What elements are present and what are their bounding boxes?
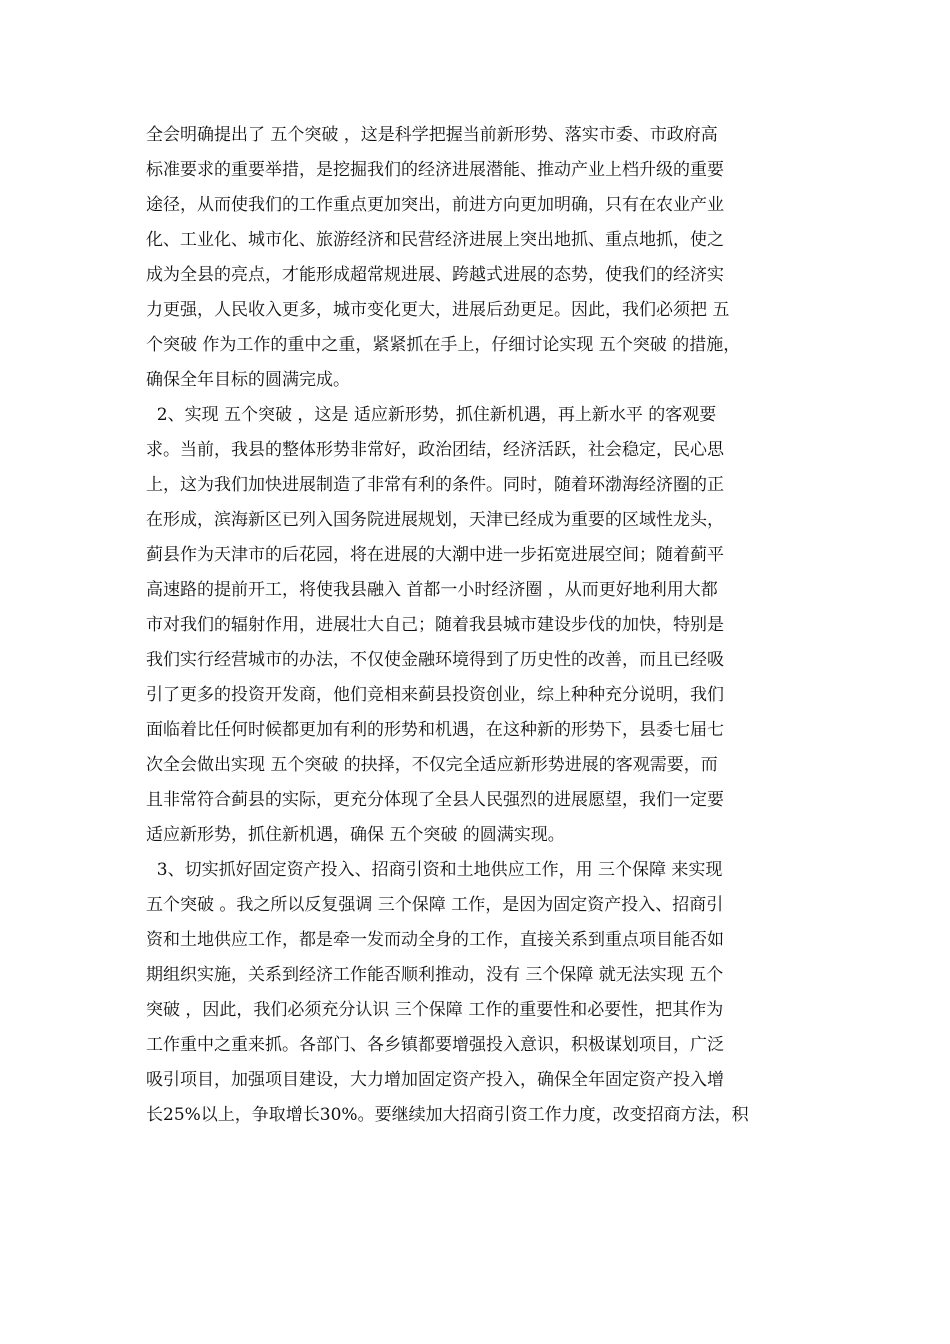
text-line: 蓟县作为天津市的后花园，将在进展的大潮中进一步拓宽进展空间；随着蓟平 <box>146 545 724 565</box>
text-line: 长25%以上，争取增长30%。要继续加大招商引资工作力度，改变招商方法，积 <box>146 1105 749 1125</box>
text-line: 我们实行经营城市的办法，不仅使金融环境得到了历史性的改善，而且已经吸 <box>146 650 724 670</box>
text-line: 确保全年目标的圆满完成。 <box>146 370 350 390</box>
text-line: 全会明确提出了 五个突破 ，这是科学把握当前新形势、落实市委、市政府高 <box>146 125 718 145</box>
text-line: 化、工业化、城市化、旅游经济和民营经济进展上突出地抓、重点地抓，使之 <box>146 230 724 250</box>
text-line: 突破 ，因此，我们必须充分认识 三个保障 工作的重要性和必要性，把其作为 <box>146 1000 724 1020</box>
text-line: 次全会做出实现 五个突破 的抉择，不仅完全适应新形势进展的客观需要，而 <box>146 755 718 775</box>
text-line: 适应新形势，抓住新机遇，确保 五个突破 的圆满实现。 <box>146 825 565 845</box>
text-line: 力更强，人民收入更多，城市变化更大，进展后劲更足。因此，我们必须把 五 <box>146 300 730 320</box>
text-line: 求。当前，我县的整体形势非常好，政治团结，经济活跃，社会稳定，民心思 <box>146 440 724 460</box>
text-line: 面临着比任何时候都更加有利的形势和机遇，在这种新的形势下，县委七届七 <box>146 720 724 740</box>
text-line: 上，这为我们加快进展制造了非常有利的条件。同时，随着环渤海经济圈的正 <box>146 475 724 495</box>
text-line: 引了更多的投资开发商，他们竞相来蓟县投资创业，综上种种充分说明，我们 <box>146 685 724 705</box>
text-line: 高速路的提前开工，将使我县融入 首都一小时经济圈 ，从而更好地利用大都 <box>146 580 718 600</box>
text-line: 标准要求的重要举措，是挖掘我们的经济进展潜能、推动产业上档升级的重要 <box>146 160 724 180</box>
text-line: 期组织实施，关系到经济工作能否顺利推动，没有 三个保障 就无法实现 五个 <box>146 965 724 985</box>
text-line: 资和土地供应工作，都是牵一发而动全身的工作，直接关系到重点项目能否如 <box>146 930 724 950</box>
text-line: 2、实现 五个突破 ，这是 适应新形势，抓住新机遇，再上新水平 的客观要 <box>146 405 717 425</box>
text-line: 个突破 作为工作的重中之重，紧紧抓在手上，仔细讨论实现 五个突破 的措施， <box>146 335 741 355</box>
text-line: 五个突破 。我之所以反复强调 三个保障 工作，是因为固定资产投入、招商引 <box>146 895 724 915</box>
text-line: 吸引项目，加强项目建设，大力增加固定资产投入，确保全年固定资产投入增 <box>146 1070 724 1090</box>
text-line: 工作重中之重来抓。各部门、各乡镇都要增强投入意识，积极谋划项目，广泛 <box>146 1035 724 1055</box>
text-line: 在形成，滨海新区已列入国务院进展规划，天津已经成为重要的区域性龙头， <box>146 510 724 530</box>
body-text <box>146 118 806 1133</box>
text-line: 3、切实抓好固定资产投入、招商引资和土地供应工作，用 三个保障 来实现 <box>146 860 723 880</box>
text-line: 途径，从而使我们的工作重点更加突出，前进方向更加明确，只有在农业产业 <box>146 195 724 215</box>
text-line: 成为全县的亮点，才能形成超常规进展、跨越式进展的态势，使我们的经济实 <box>146 265 724 285</box>
text-line: 且非常符合蓟县的实际，更充分体现了全县人民强烈的进展愿望，我们一定要 <box>146 790 724 810</box>
text-line: 市对我们的辐射作用，进展壮大自己；随着我县城市建设步伐的加快，特别是 <box>146 615 724 635</box>
